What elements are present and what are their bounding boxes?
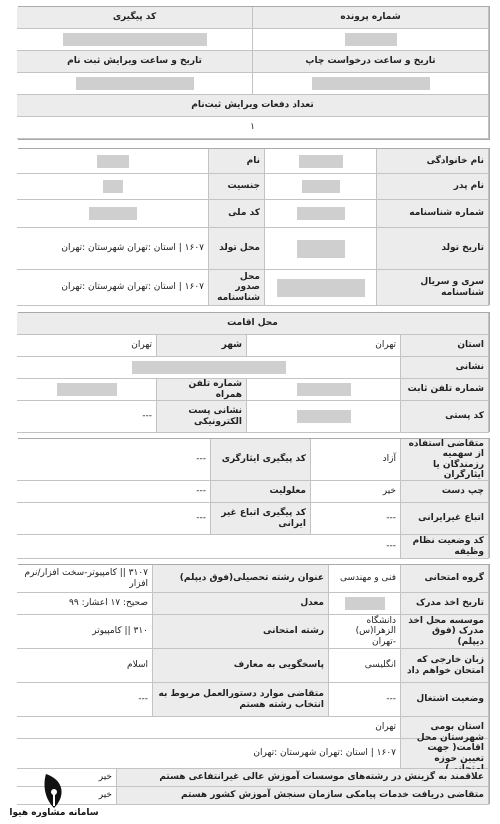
quota-code-label: کد پیگیری ایثارگری <box>211 439 311 481</box>
personal-info-section <box>18 148 490 305</box>
postal-code-label: کد پستی <box>401 401 489 433</box>
gender-label: جنسیت <box>209 174 265 200</box>
redacted-block <box>345 597 385 610</box>
lastname-label: نام خانوادگی <box>377 149 489 174</box>
file-number-value <box>253 29 489 51</box>
exam-group-label: گروه امتحانی <box>401 565 489 593</box>
birthdate-value <box>265 228 377 270</box>
residence-title: محل اقامت <box>17 313 489 335</box>
institution-value: دانشگاه الزهرا(س) -تهران <box>329 615 401 649</box>
hiva-logo <box>6 772 102 820</box>
name-value <box>17 149 209 174</box>
nonprofit-label: علاقمند به گزینش در رشته‌های موسسات آموزش عالی غیرانتفاعی هستم <box>117 769 489 787</box>
lastname-value <box>265 149 377 174</box>
native-province-value: تهران <box>17 717 401 739</box>
edit-count-label: تعداد دفعات ویرایش ثبت‌نام <box>17 95 489 117</box>
phone-value <box>247 379 401 401</box>
native-province-label: استان بومی <box>401 717 489 739</box>
edit-datetime-value <box>17 73 253 95</box>
gpa-label: معدل <box>153 593 329 615</box>
employment-value: --- <box>329 683 401 717</box>
email-label: نشانی پست الکترونیکی <box>157 401 247 433</box>
edit-datetime-label: تاریخ و ساعت ویرایش ثبت نام <box>17 51 253 73</box>
residence-section <box>18 312 490 432</box>
city-value: تهران <box>17 335 157 357</box>
province-value: تهران <box>247 335 401 357</box>
birthplace-value: ۱۶۰۷ | استان :تهران شهرستان :تهران <box>17 228 209 270</box>
redacted-block <box>57 383 117 396</box>
mobile-value <box>17 379 157 401</box>
father-name-value <box>265 174 377 200</box>
sms-service-label: متقاضی دریافت خدمات پیامکی سازمان سنجش آموزش کشور هستم <box>117 787 489 805</box>
issue-place-label: محل صدور شناسنامه <box>209 270 265 306</box>
birthdate-label: تاریخ تولد <box>377 228 489 270</box>
left-handed-label: چپ دست <box>401 481 489 503</box>
print-datetime-label: تاریخ و ساعت درخواست چاپ <box>253 51 489 73</box>
file-number-label: شماره پرونده <box>253 7 489 29</box>
redacted-block <box>297 207 345 220</box>
tracking-code-value <box>17 29 253 51</box>
gpa-value: صحیح: ۱۷ اعشار: ۹۹ <box>17 593 153 615</box>
name-label: نام <box>209 149 265 174</box>
quota-value: آزاد <box>311 439 401 481</box>
residence-city-value: ۱۶۰۷ | استان :تهران شهرستان :تهران <box>17 739 401 769</box>
redacted-block <box>277 279 365 297</box>
exam-group-value: فنی و مهندسی <box>329 565 401 593</box>
redacted-block <box>297 383 351 396</box>
military-status-label: کد وضعیت نظام وظیفه <box>401 535 489 559</box>
print-datetime-value <box>253 73 489 95</box>
phone-label: شماره تلفن ثابت <box>401 379 489 401</box>
exam-field-label: رشته امتحانی <box>153 615 329 649</box>
field-title-value: ۳۱۰۷ || کامپیوتر-سخت افزار/نرم افزار <box>17 565 153 593</box>
disability-label: معلولیت <box>211 481 311 503</box>
national-code-label: کد ملی <box>209 200 265 228</box>
disability-value: --- <box>17 481 211 503</box>
national-code-value <box>17 200 209 228</box>
province-label: استان <box>401 335 489 357</box>
redacted-block <box>302 180 340 193</box>
city-label: شهر <box>157 335 247 357</box>
foreign-language-label: زبان خارجی که امتحان خواهم داد <box>401 649 489 683</box>
hiva-logo-text: سامانه مشاوره هیوا <box>9 808 99 818</box>
redacted-block <box>312 77 430 90</box>
quota-code-value: --- <box>17 439 211 481</box>
quota-label: متقاضی استفاده از سهمیه رزمندگان یا ایثارگران <box>401 439 489 481</box>
address-value <box>17 357 401 379</box>
foreign-code-label: کد پیگیری اتباع غیر ایرانی <box>211 503 311 535</box>
left-handed-value: خیر <box>311 481 401 503</box>
institution-label: موسسه محل اخذ مدرک (فوق دیپلم) <box>401 615 489 649</box>
exam-info-section <box>18 564 490 804</box>
applicant-guideline-label: متقاضی موارد دستورالعمل مربوط به انتخاب رشته هستم <box>153 683 329 717</box>
field-title-label: عنوان رشته تحصیلی(فوق دیپلم) <box>153 565 329 593</box>
id-number-label: شماره شناسنامه <box>377 200 489 228</box>
religion-value: اسلام <box>17 649 153 683</box>
gender-value <box>17 174 209 200</box>
redacted-block <box>76 77 194 90</box>
tracking-code-label: کد پیگیری <box>17 7 253 29</box>
redacted-block <box>132 361 286 374</box>
birthplace-label: محل تولد <box>209 228 265 270</box>
residence-city-label: اقامت( جهت تعیین حوزه <box>401 739 489 769</box>
edit-count-value: ۱ <box>17 117 489 139</box>
registration-sheet <box>18 6 490 820</box>
registration-info-section <box>18 6 490 140</box>
exam-field-value: ۳۱۰ || کامپیوتر <box>17 615 153 649</box>
id-number-value <box>265 200 377 228</box>
applicant-guideline-value: --- <box>17 683 153 717</box>
graduation-date-label: تاریخ اخذ مدرک <box>401 593 489 615</box>
redacted-block <box>103 180 123 193</box>
father-name-label: نام پدر <box>377 174 489 200</box>
military-status-value: --- <box>17 535 401 559</box>
postal-code-value <box>247 401 401 433</box>
employment-label: وضعیت اشتغال <box>401 683 489 717</box>
redacted-block <box>297 240 345 258</box>
email-value: --- <box>17 401 157 433</box>
redacted-block <box>89 207 137 220</box>
foreign-language-value: انگلیسی <box>329 649 401 683</box>
nonprofit-value: خیر <box>17 769 117 787</box>
sms-service-value: خیر <box>17 787 117 805</box>
serial-value <box>265 270 377 306</box>
redacted-block <box>299 155 343 168</box>
redacted-block <box>345 33 397 46</box>
redacted-block <box>97 155 129 168</box>
foreign-code-value: --- <box>17 503 211 535</box>
mobile-label: شماره تلفن همراه <box>157 379 247 401</box>
serial-label: سری و سریال شناسنامه <box>377 270 489 306</box>
special-conditions-section <box>18 438 490 558</box>
redacted-block <box>63 33 207 46</box>
issue-place-value: ۱۶۰۷ | استان :تهران شهرستان :تهران <box>17 270 209 306</box>
address-label: نشانی <box>401 357 489 379</box>
graduation-date-value <box>329 593 401 615</box>
foreign-national-label: اتباع غیرایرانی <box>401 503 489 535</box>
religion-label: پاسخگویی به معارف <box>153 649 329 683</box>
redacted-block <box>297 410 351 423</box>
foreign-national-value: --- <box>311 503 401 535</box>
